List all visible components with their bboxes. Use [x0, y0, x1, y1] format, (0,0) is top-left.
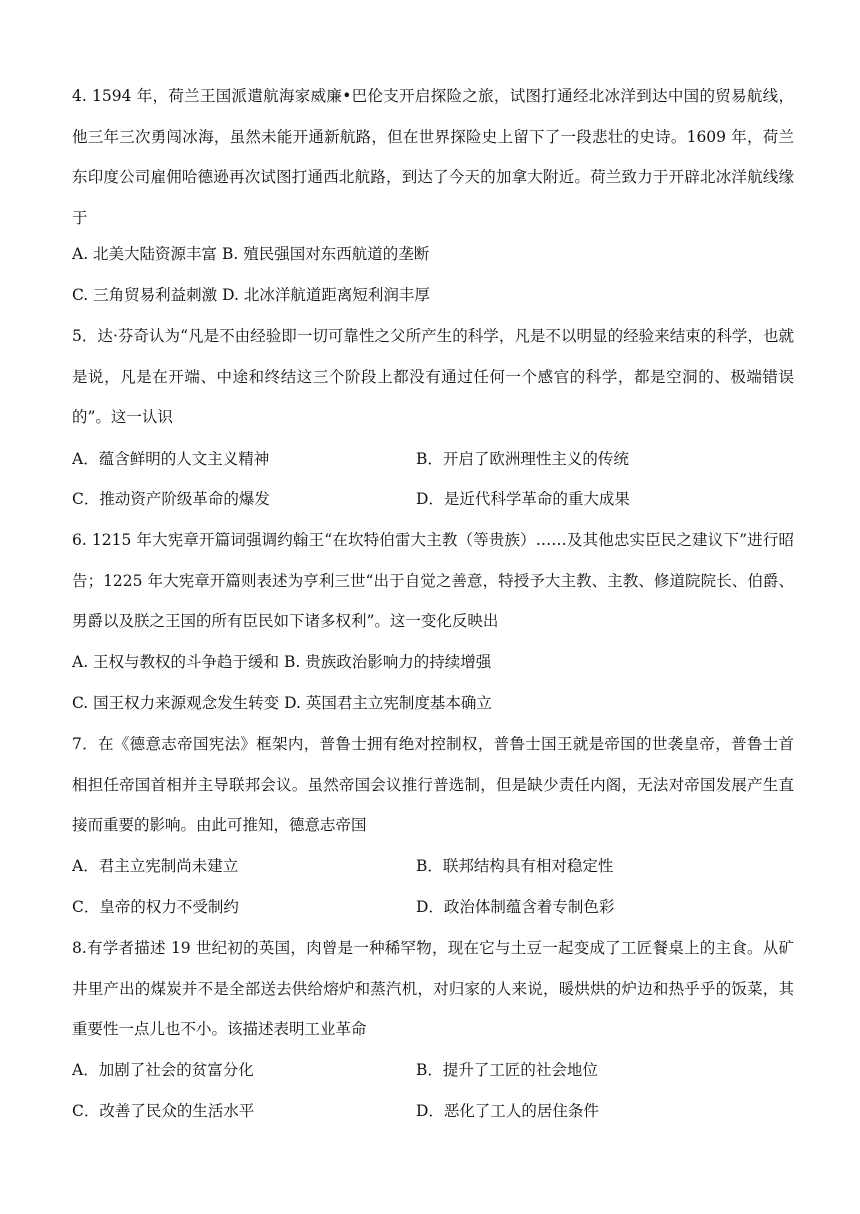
question-6-options-row-1: A. 王权与教权的斗争趋于缓和 B. 贵族政治影响力的持续增强: [72, 653, 492, 671]
question-4-options-row-1: A. 北美大陆资源丰富 B. 殖民强国对东西航道的垄断: [72, 245, 430, 263]
question-7-option-c: C．皇帝的权力不受制约: [72, 898, 239, 916]
question-7-stem: 7．在《德意志帝国宪法》框架内，普鲁士拥有绝对控制权，普鲁士国王就是帝国的世袭皇帝，普鲁士首相担任帝国首相并主导联邦会议。虽然帝国会议推行普选制，但是缺少责任内阁，无法对帝国发展产生直接而重要的影响。由此可推知，德意志帝国: [72, 735, 794, 835]
question-5-option-d: D．是近代科学革命的重大成果: [416, 490, 630, 508]
question-8-option-d: D．恶化了工人的居住条件: [416, 1102, 599, 1120]
question-5-option-a: A．蕴含鲜明的人文主义精神: [72, 450, 270, 468]
question-5-option-c: C．推动资产阶级革命的爆发: [72, 490, 270, 508]
question-6-stem: 6. 1215 年大宪章开篇词强调约翰王“在坎特伯雷大主教（等贵族）……及其他忠实臣民之建议下”进行昭告；1225 年大宪章开篇则表述为亨利三世“出于自觉之善意，特授予大主教、主教、修道院院长、伯爵、男爵以及朕之王国的所有臣民如下诸多权利”。这一变化反映出: [72, 531, 794, 631]
question-5-option-b: B．开启了欧洲理性主义的传统: [416, 450, 629, 468]
question-7-option-a: A．君主立宪制尚未建立: [72, 857, 239, 875]
question-8-option-a: A．加剧了社会的贫富分化: [72, 1061, 254, 1079]
question-8-option-b: B．提升了工匠的社会地位: [416, 1061, 598, 1079]
question-4-stem: 4. 1594 年，荷兰王国派遣航海家威廉•巴伦支开启探险之旅，试图打通经北冰洋到达中国的贸易航线，他三年三次勇闯冰海，虽然未能开通新航路，但在世界探险史上留下了一段悲壮的史诗。1609 年，荷兰东印度公司雇佣哈德逊再次试图打通西北航路，到达了今天的加拿大附近。荷兰致力于开辟北冰洋航线缘于: [72, 87, 794, 227]
question-8-stem: 8.有学者描述 19 世纪初的英国，肉曾是一种稀罕物，现在它与土豆一起变成了工匠餐桌上的主食。从矿井里产出的煤炭并不是全部送去供给熔炉和蒸汽机，对归家的人来说，暖烘烘的炉边和热乎乎的饭菜，其重要性一点儿也不小。该描述表明工业革命: [72, 939, 794, 1039]
question-7-option-d: D．政治体制蕴含着专制色彩: [416, 898, 615, 916]
question-8-option-c: C．改善了民众的生活水平: [72, 1102, 255, 1120]
question-6-options-row-2: C. 国王权力来源观念发生转变 D. 英国君主立宪制度基本确立: [72, 694, 492, 712]
question-7-option-b: B．联邦结构具有相对稳定性: [416, 857, 614, 875]
question-4-options-row-2: C. 三角贸易利益刺激 D. 北冰洋航道距离短利润丰厚: [72, 286, 430, 304]
question-5-stem: 5．达·芬奇认为“凡是不由经验即一切可靠性之父所产生的科学，凡是不以明显的经验来结束的科学，也就是说，凡是在开端、中途和终结这三个阶段上都没有通过任何一个感官的科学，都是空洞的、极端错误的”。这一认识: [72, 327, 794, 427]
